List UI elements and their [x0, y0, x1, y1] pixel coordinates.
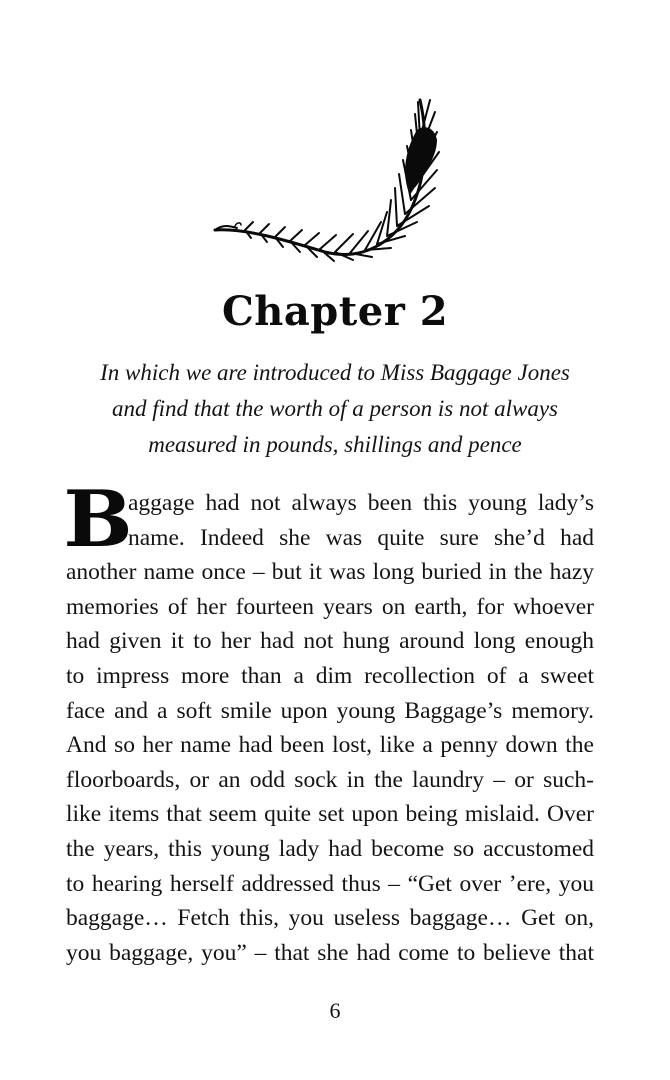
text-line: had given it to her had not hung around long enough: [66, 628, 594, 655]
text-line: face and a soft smile upon young Baggage’s memory.: [66, 697, 594, 724]
text-line: to hearing herself addressed thus – “Get over ’ere, you: [66, 870, 594, 897]
chapter-subtitle: [60, 355, 610, 463]
text-line: And so her name had been lost, like a penny down the: [66, 732, 594, 759]
text-line: another name once – but it was long buried in the hazy: [66, 559, 594, 586]
subtitle-line: In which we are introduced to Miss Baggage Jones: [100, 360, 570, 385]
text-line: like items that seem quite set upon being mislaid. Over: [66, 801, 594, 828]
text-line: to impress more than a dim recollection of a sweet: [66, 662, 594, 689]
text-line: the years, this young lady had become so accustomed: [66, 835, 594, 862]
page-number: 6: [329, 998, 341, 1023]
text-line: memories of her fourteen years on earth, for whoever: [66, 593, 594, 620]
text-line: floorboards, or an odd sock in the laundry – or such-: [66, 766, 594, 793]
body-paragraph: [63, 474, 594, 970]
drop-cap: B: [63, 474, 133, 565]
text-line: you baggage, you” – that she had come to believe that: [66, 939, 594, 966]
text-line: name. Indeed she was quite sure she’d had: [128, 524, 594, 551]
subtitle-line: and find that the worth of a person is not always: [112, 396, 558, 421]
chapter-title: Chapter 2: [221, 288, 449, 335]
peacock-feather-icon: [205, 90, 445, 265]
subtitle-line: measured in pounds, shillings and pence: [148, 432, 522, 457]
text-line: baggage… Fetch this, you useless baggage… Get on,: [66, 905, 594, 932]
text-line: aggage had not always been this young lady’s: [128, 490, 594, 516]
